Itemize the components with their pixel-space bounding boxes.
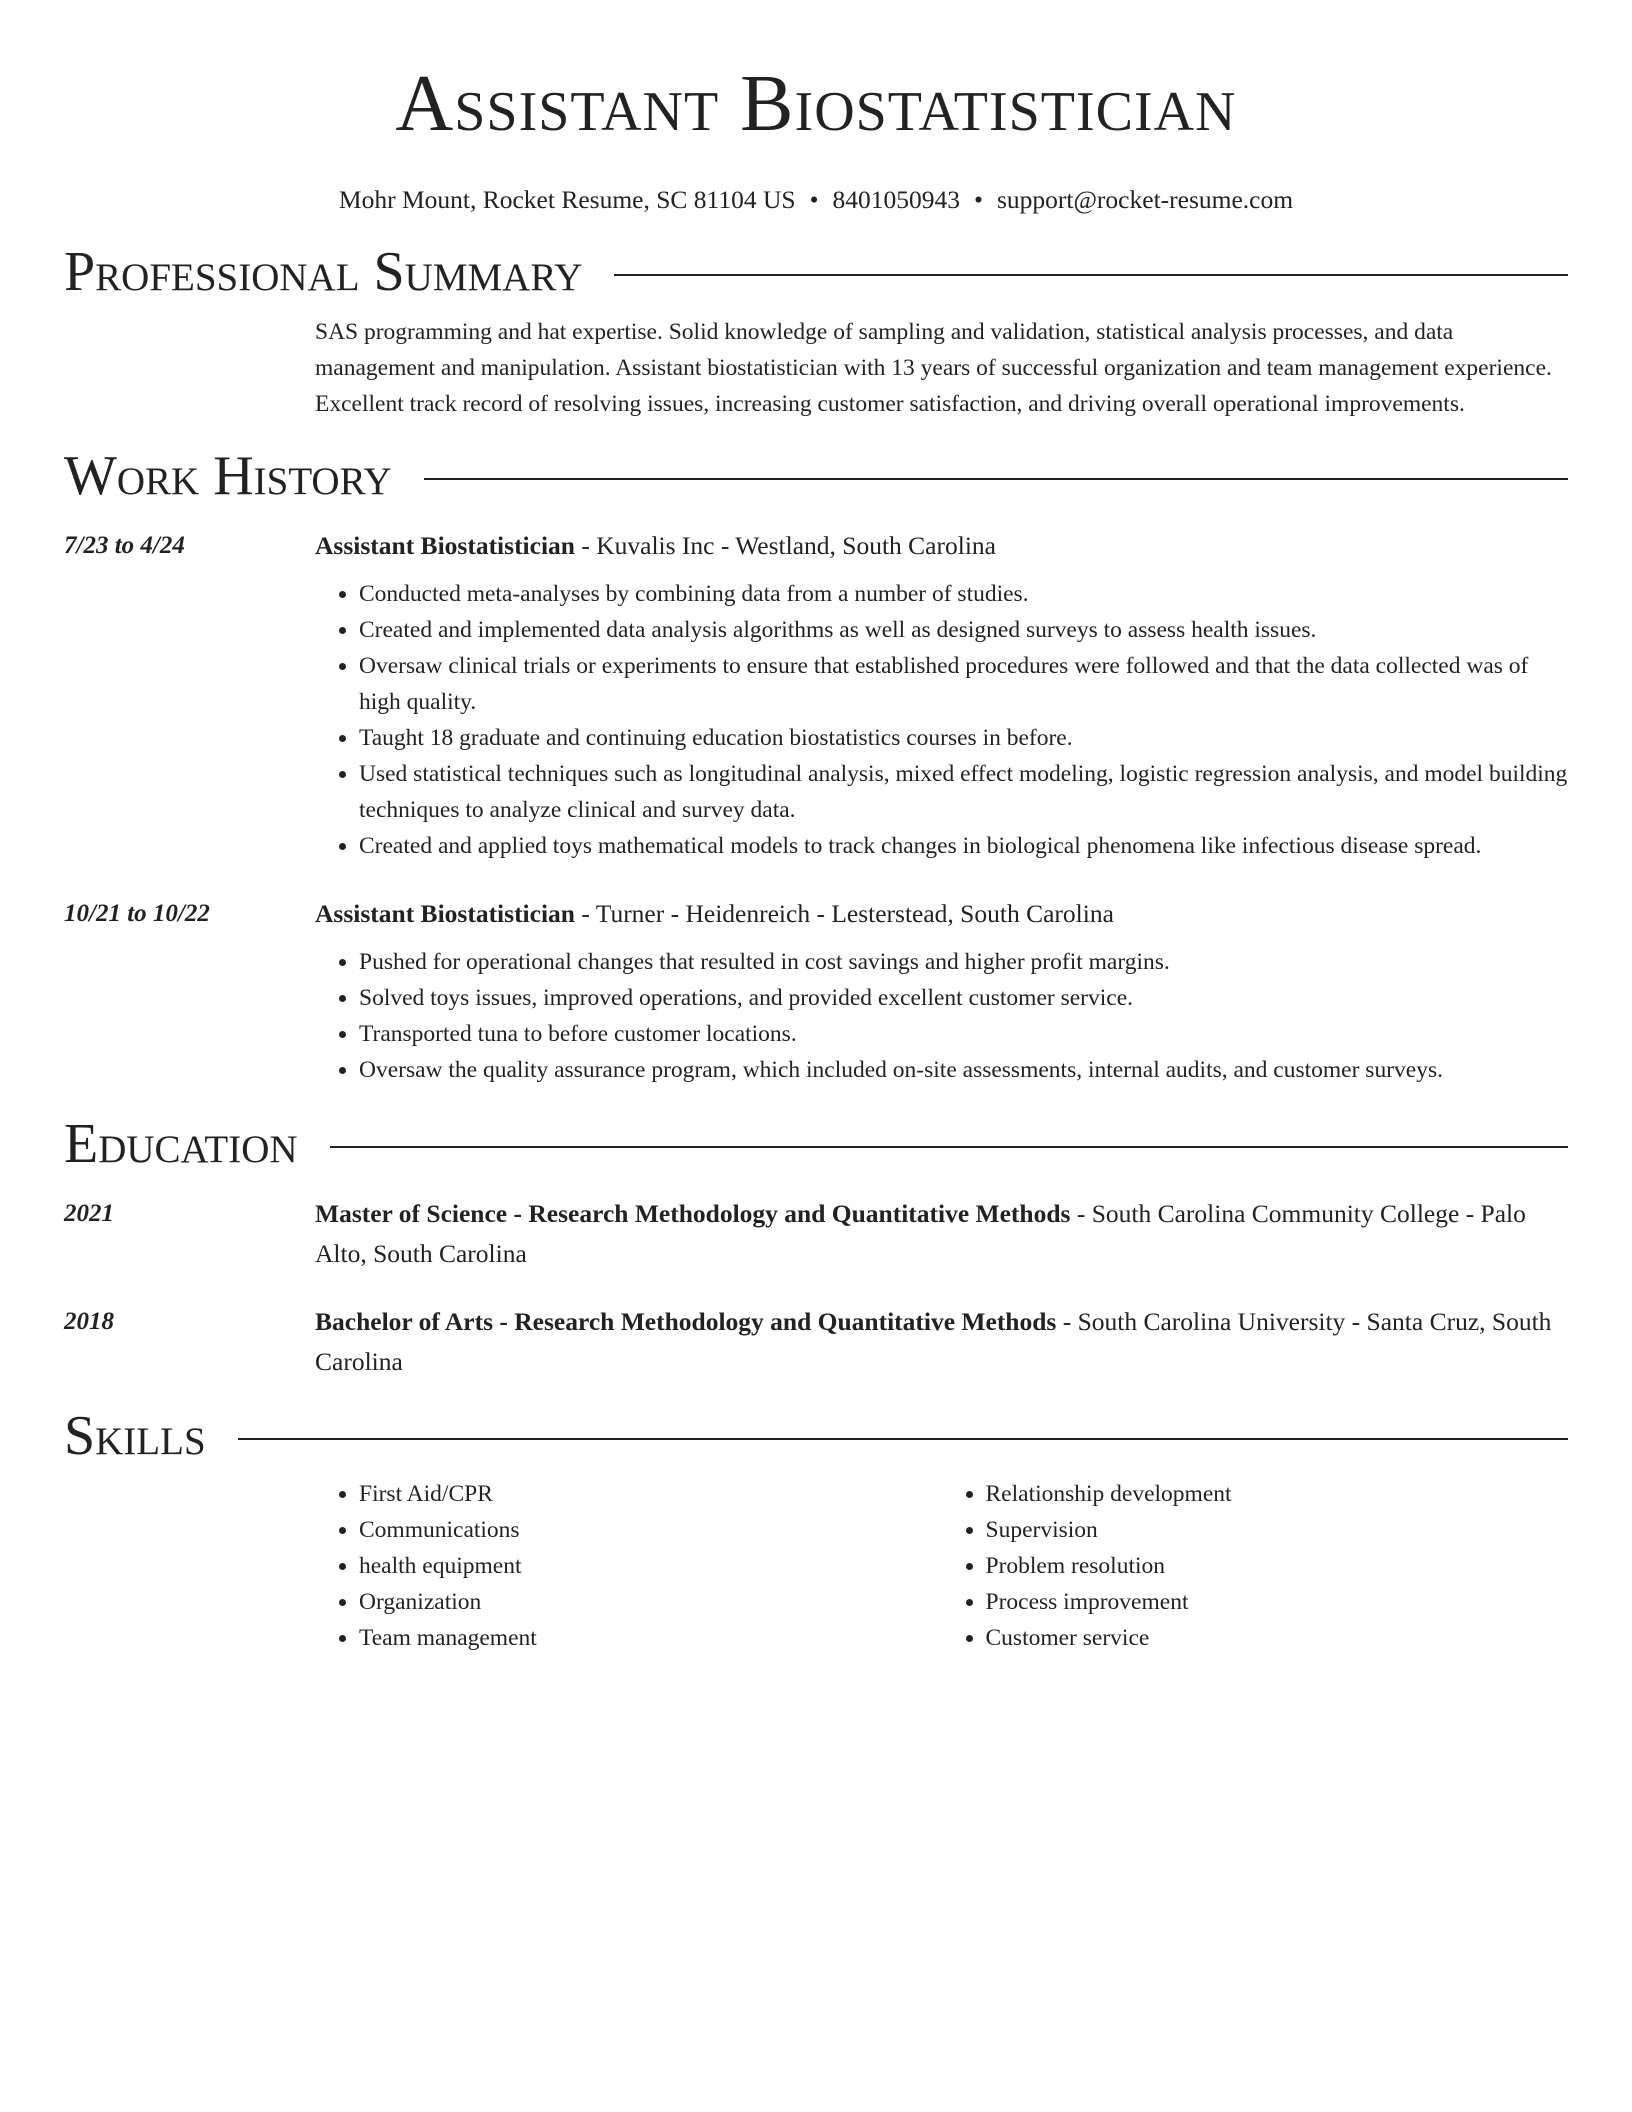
education-school-location: - South Carolina Community College - Palo Alto, South Carolina: [315, 1199, 1526, 1268]
skill-item: • Customer service: [986, 1620, 1569, 1656]
job-bullet: • Used statistical techniques such as longitudinal analysis, mixed effect modeling, logistic regression analysis, and model building techniques to analyze clinical and survey data.: [359, 756, 1568, 828]
job-employer-location: - Kuvalis Inc - Westland, South Carolina: [574, 531, 996, 560]
job-bullet: • Created and applied toys mathematical models to track changes in biological phenomena like infectious disease spread.: [359, 828, 1568, 864]
skills-column-left: [315, 1476, 942, 1656]
skills-section-header: [64, 1404, 1568, 1468]
skill-item: • health equipment: [359, 1548, 942, 1584]
job-bullets: [315, 576, 1568, 864]
skills-section-title: Skills: [64, 1405, 206, 1467]
job-employer-location: - Turner - Heidenreich - Lesterstead, South Carolina: [574, 899, 1114, 928]
education-list: [64, 1194, 1568, 1382]
job-role: Assistant Biostatistician: [315, 531, 575, 560]
section-divider: [238, 1438, 1568, 1440]
job-bullet: • Solved toys issues, improved operations, and provided excellent customer service.: [359, 980, 1568, 1016]
job-body: [315, 894, 1568, 1088]
contact-line: [64, 184, 1568, 216]
skill-item: • First Aid/CPR: [359, 1476, 942, 1512]
skill-item: • Relationship development: [986, 1476, 1569, 1512]
job-bullet: • Conducted meta-analyses by combining data from a number of studies.: [359, 576, 1568, 612]
job-entry: [64, 894, 1568, 1088]
education-school-location: - South Carolina University - Santa Cruz, South Carolina: [315, 1307, 1552, 1376]
candidate-name: Assistant Biostatistician: [395, 60, 1237, 148]
summary-section-title: Professional Summary: [64, 241, 583, 303]
skill-item: • Communications: [359, 1512, 942, 1548]
job-role: Assistant Biostatistician: [315, 899, 575, 928]
summary-text: SAS programming and hat expertise. Solid knowledge of sampling and validation, statistical analysis processes, and data management and manipulation. Assistant biostatistician with 13 years of successful organization and team management experience. Excellent track record of resolving issues, increasing customer satisfaction, and driving overall operational improvements.: [315, 319, 1552, 417]
skills-list: [315, 1476, 1568, 1656]
job-bullet: • Pushed for operational changes that resulted in cost savings and higher profit margins.: [359, 944, 1568, 980]
section-divider: [614, 274, 1568, 276]
job-bullet: • Oversaw clinical trials or experiments to ensure that established procedures were followed and that the data collected was of high quality.: [359, 648, 1568, 720]
education-degree: Bachelor of Arts - Research Methodology and Quantitative Methods: [315, 1307, 1057, 1336]
contact-phone: 8401050943: [832, 185, 961, 214]
contact-address: Mohr Mount, Rocket Resume, SC 81104 US: [338, 185, 796, 214]
skill-item: • Supervision: [986, 1512, 1569, 1548]
section-divider: [424, 478, 1568, 480]
education-year: 2018: [64, 1308, 114, 1335]
job-bullet: • Oversaw the quality assurance program, which included on-site assessments, internal audits, and customer surveys.: [359, 1052, 1568, 1088]
education-degree: Master of Science - Research Methodology and Quantitative Methods: [315, 1199, 1071, 1228]
resume-page: [64, 0, 1568, 1656]
education-section-title: Education: [64, 1113, 298, 1175]
education-section-header: [64, 1112, 1568, 1176]
job-dates: 7/23 to 4/24: [64, 532, 185, 559]
section-divider: [330, 1146, 1568, 1148]
education-detail: [315, 1194, 1568, 1274]
work-section-title: Work History: [64, 445, 392, 507]
work-history-list: [64, 526, 1568, 1088]
summary-section-header: [64, 240, 1568, 304]
education-entry: [64, 1194, 1568, 1274]
education-detail: [315, 1302, 1568, 1382]
job-bullets: [315, 944, 1568, 1088]
job-heading: [315, 894, 1568, 934]
job-bullet: • Created and implemented data analysis algorithms as well as designed surveys to assess health issues.: [359, 612, 1568, 648]
education-year: 2021: [64, 1200, 114, 1227]
skill-item: • Process improvement: [986, 1584, 1569, 1620]
contact-separator: •: [974, 185, 983, 214]
contact-separator: •: [809, 185, 819, 214]
job-bullet: • Transported tuna to before customer locations.: [359, 1016, 1568, 1052]
job-body: [315, 526, 1568, 864]
job-entry: [64, 526, 1568, 864]
skills-column-right: [942, 1476, 1569, 1656]
work-section-header: [64, 444, 1568, 508]
education-entry: [64, 1302, 1568, 1382]
skill-item: • Organization: [359, 1584, 942, 1620]
skill-item: • Problem resolution: [986, 1548, 1569, 1584]
contact-email: support@rocket-resume.com: [996, 185, 1294, 214]
job-bullet: • Taught 18 graduate and continuing education biostatistics courses in before.: [359, 720, 1568, 756]
job-heading: [315, 526, 1568, 566]
job-dates: 10/21 to 10/22: [64, 900, 210, 927]
skill-item: • Team management: [359, 1620, 942, 1656]
